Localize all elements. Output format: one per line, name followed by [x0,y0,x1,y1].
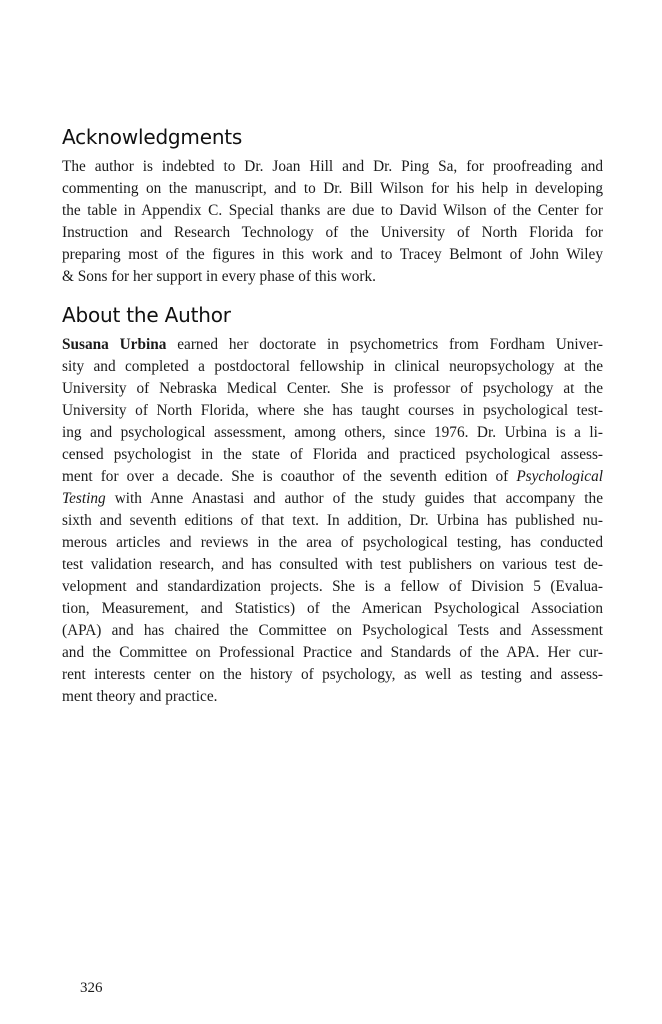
about-author-paragraph [62,334,603,708]
text-run: ment for over a decade. She is coauthor of the seventh edition of [62,468,517,485]
text-line: sixth and seventh editions of that text. In addition, Dr. Urbina has published nu- [62,512,603,529]
text-run: earned her doctorate in psychometrics from Fordham Univer- [166,336,603,353]
acknowledgments-heading: Acknowledgments [62,125,243,149]
text-line: & Sons for her support in every phase of this work. [62,268,376,285]
text-line: Instruction and Research Technology of the University of North Florida for [62,224,603,241]
page-content [62,124,603,708]
text-line: velopment and standardization projects. She is a fellow of Division 5 (Evalua- [62,578,603,595]
text-line: and the Committee on Professional Practice and Standards of the APA. Her cur- [62,644,603,661]
text-line: commenting on the manuscript, and to Dr. Bill Wilson for his help in developing [62,180,603,197]
text-run: with Anne Anastasi and author of the study guides that accompany the [105,490,603,507]
text-line [62,334,603,356]
text-line: tion, Measurement, and Statistics) of the American Psychological Association [62,600,603,617]
about-author-heading: About the Author [62,303,231,327]
text-line: sity and completed a postdoctoral fellowship in clinical neuropsychology at the [62,358,603,375]
page-number: 326 [80,980,103,996]
text-line: test validation research, and has consulted with test publishers on various test de- [62,556,603,573]
book-title: Psychological [516,468,603,485]
text-line: University of North Florida, where she has taught courses in psychological test- [62,402,603,419]
text-line [62,466,603,488]
text-line: rent interests center on the history of psychology, as well as testing and assess- [62,666,603,683]
text-line: (APA) and has chaired the Committee on Psychological Tests and Assessment [62,622,603,639]
author-name: Susana Urbina [62,336,167,353]
text-line [62,488,603,510]
text-line: censed psychologist in the state of Florida and practiced psychological assess- [62,446,603,463]
text-line: The author is indebted to Dr. Joan Hill and Dr. Ping Sa, for proofreading and [62,158,603,175]
text-line: preparing most of the figures in this work and to Tracey Belmont of John Wiley [62,246,603,263]
text-line: ing and psychological assessment, among others, since 1976. Dr. Urbina is a li- [62,424,603,441]
book-title: Testing [62,490,106,507]
text-line: merous articles and reviews in the area of psychological testing, has conducted [62,534,603,551]
text-line: the table in Appendix C. Special thanks are due to David Wilson of the Center for [62,202,603,219]
acknowledgments-paragraph [62,156,603,288]
text-line: ment theory and practice. [62,688,218,705]
text-line: University of Nebraska Medical Center. She is professor of psychology at the [62,380,603,397]
